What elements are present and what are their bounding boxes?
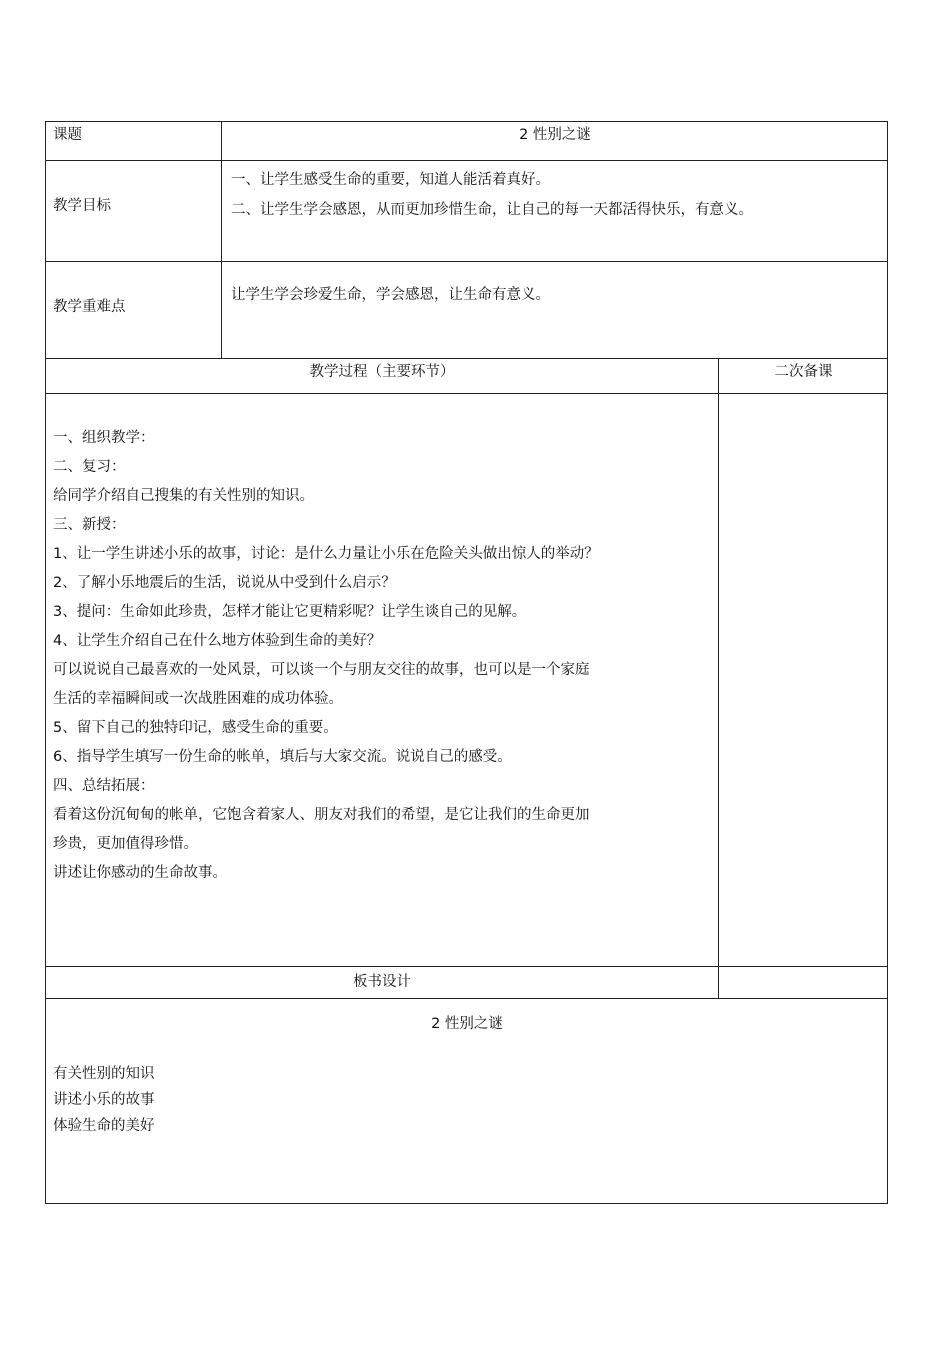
column-divider-label bbox=[221, 121, 222, 358]
board-title: 2 性别之谜 bbox=[431, 1016, 503, 1032]
row-divider-process-body bbox=[45, 966, 888, 967]
row-divider-process-header bbox=[45, 393, 888, 394]
process-line: 2、了解小乐地震后的生活，说说从中受到什么启示？ bbox=[53, 575, 396, 591]
objective-item: 二、让学生学会感恩，从而更加珍惜生命，让自己的每一天都活得快乐，有意义。 bbox=[231, 202, 753, 218]
row-divider-board-header bbox=[45, 998, 888, 999]
process-line: 6、指导学生填写一份生命的帐单，填后与大家交流。说说自己的感受。 bbox=[53, 749, 512, 765]
board-line: 体验生命的美好 bbox=[53, 1118, 155, 1134]
secondary-prep-header: 二次备课 bbox=[774, 364, 833, 380]
process-header: 教学过程（主要环节） bbox=[309, 364, 455, 380]
process-line: 可以说说自己最喜欢的一处风景，可以谈一个与朋友交往的故事，也可以是一个家庭 bbox=[53, 662, 590, 678]
process-line: 生活的幸福瞬间或一次战胜困难的成功体验。 bbox=[53, 691, 343, 707]
topic-label: 课题 bbox=[53, 127, 82, 143]
board-header: 板书设计 bbox=[353, 974, 411, 990]
process-line: 给同学介绍自己搜集的有关性别的知识。 bbox=[53, 488, 314, 504]
process-content bbox=[53, 424, 713, 888]
process-line: 三、新授： bbox=[53, 517, 126, 533]
board-line: 有关性别的知识 bbox=[53, 1066, 155, 1082]
process-line: 四、总结拓展： bbox=[53, 778, 155, 794]
process-line: 讲述让你感动的生命故事。 bbox=[53, 865, 227, 881]
process-line: 5、留下自己的独特印记，感受生命的重要。 bbox=[53, 720, 338, 736]
key-points-text: 让学生学会珍爱生命，学会感恩，让生命有意义。 bbox=[231, 287, 550, 303]
process-line: 二、复习： bbox=[53, 459, 126, 475]
column-divider-secondary bbox=[718, 358, 719, 998]
row-divider-topic bbox=[45, 160, 888, 161]
row-divider-objectives bbox=[45, 261, 888, 262]
row-divider-keypoints bbox=[45, 358, 888, 359]
process-line: 看着这份沉甸甸的帐单，它饱含着家人、朋友对我们的希望，是它让我们的生命更加 bbox=[53, 807, 590, 823]
board-line: 讲述小乐的故事 bbox=[53, 1092, 155, 1108]
key-points-label: 教学重难点 bbox=[53, 299, 126, 315]
topic-value: 2 性别之谜 bbox=[519, 127, 591, 143]
board-content bbox=[53, 1061, 453, 1139]
process-line: 珍贵，更加值得珍惜。 bbox=[53, 836, 198, 852]
process-line: 4、让学生介绍自己在什么地方体验到生命的美好？ bbox=[53, 633, 382, 649]
objectives-label: 教学目标 bbox=[53, 198, 111, 214]
process-line: 一、组织教学： bbox=[53, 430, 155, 446]
objective-item: 一、让学生感受生命的重要，知道人能活着真好。 bbox=[231, 172, 550, 188]
process-line: 1、让一学生讲述小乐的故事，讨论：是什么力量让小乐在危险关头做出惊人的举动？ bbox=[53, 546, 599, 562]
process-line: 3、提问：生命如此珍贵，怎样才能让它更精彩呢？让学生谈自己的见解。 bbox=[53, 604, 527, 620]
